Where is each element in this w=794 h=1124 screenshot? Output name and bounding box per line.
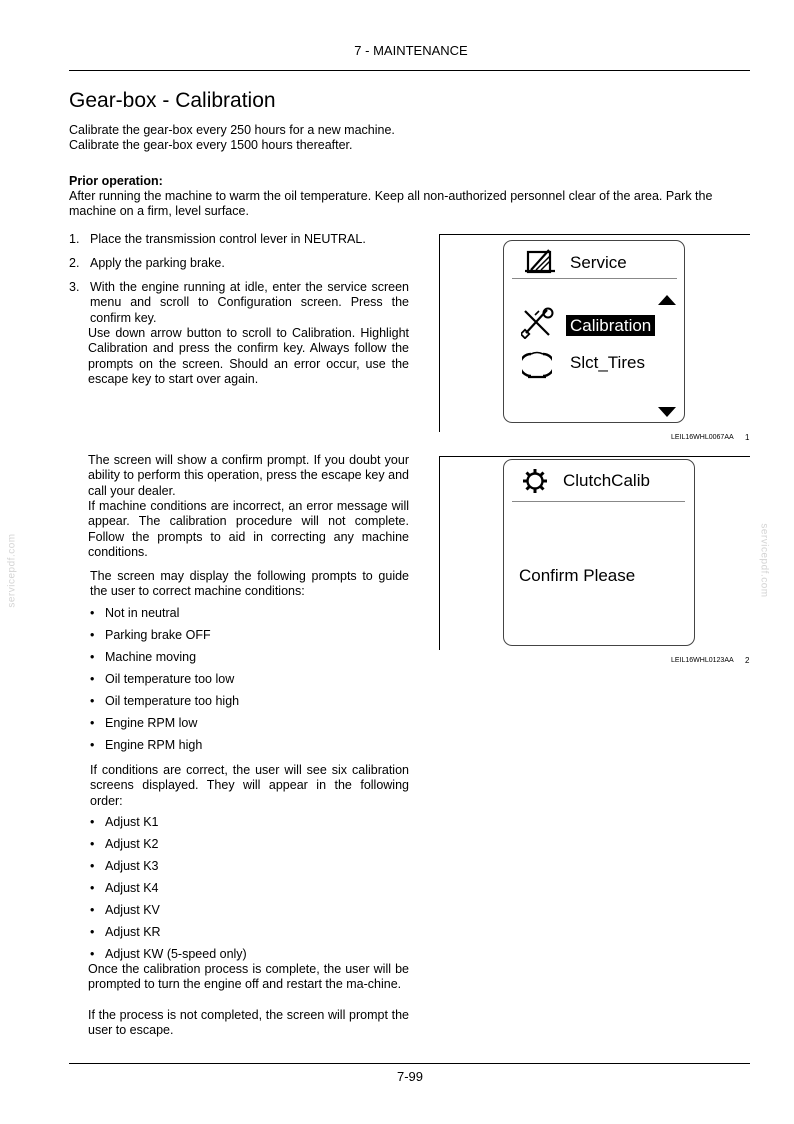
error-message-paragraph: If machine conditions are incorrect, an error message will appear. The calibration procedure will not complete. Follow the prompts to aid in correcting any machine conditions. xyxy=(88,499,409,560)
header-rule xyxy=(69,70,750,71)
scroll-up-arrow-icon xyxy=(658,292,676,310)
prior-operation-heading: Prior operation: xyxy=(69,174,163,188)
step-number-1: 1. xyxy=(69,232,80,246)
footer-rule xyxy=(69,1063,750,1064)
step-3-details: Use down arrow button to scroll to Calibration. Highlight Calibration and press the confirm key. Always follow the prompts on the screen. Should an error occur, use the escape key to start over again. xyxy=(88,326,409,387)
figure-2-top-border xyxy=(439,456,750,457)
page-title: Gear-box - Calibration xyxy=(69,89,276,112)
prompts-intro: The screen may display the following prompts to guide the user to correct machine conditions: xyxy=(90,569,409,599)
service-menu-title: Service xyxy=(570,253,627,272)
confirm-please-message: Confirm Please xyxy=(519,566,636,585)
intro-line-1: Calibrate the gear-box every 250 hours for a new machine. xyxy=(69,123,395,137)
figure-1-left-border xyxy=(439,234,440,432)
service-wrench-icon xyxy=(522,246,558,281)
gear-icon xyxy=(522,468,548,499)
figure-1-number: 1 xyxy=(745,433,750,442)
step-text-3: With the engine running at idle, enter the service screen menu and scroll to Configuration screen. Press the confirm key. xyxy=(90,280,409,325)
figure-2-number: 2 xyxy=(745,656,750,665)
clutch-calibration-screen xyxy=(503,459,695,646)
step-text-2: Apply the parking brake. xyxy=(90,256,225,270)
figure-1-top-border xyxy=(439,234,750,235)
menu-item-slct-tires: Slct_Tires xyxy=(570,353,645,372)
figure-1-caption: LEIL16WHL0067AA xyxy=(671,434,734,441)
page-number: 7-99 xyxy=(396,1069,424,1084)
complete-paragraph: Once the calibration process is complete, the user will be prompted to turn the engine off and restart the ma-chine. xyxy=(88,962,409,992)
clutch-calib-divider xyxy=(512,501,685,502)
escape-paragraph: If the process is not completed, the screen will prompt the user to escape. xyxy=(88,1008,409,1038)
watermark-right: servicepdf.com xyxy=(758,523,770,598)
prior-operation-line-2: machine on a firm, level surface. xyxy=(69,204,249,218)
watermark-left: servicepdf.com xyxy=(6,533,18,608)
figure-2-caption: LEIL16WHL0123AA xyxy=(671,657,734,664)
confirm-prompt-paragraph: The screen will show a confirm prompt. If you doubt your ability to perform this operation, press the escape key and call your dealer. xyxy=(88,453,409,498)
step-number-3: 3. xyxy=(69,280,80,294)
figure-2-left-border xyxy=(439,456,440,650)
screens-intro: If conditions are correct, the user will see six calibration screens displayed. They will appear in the following order: xyxy=(90,763,409,808)
calibration-tools-icon xyxy=(521,307,555,344)
service-menu-screen xyxy=(503,240,685,423)
clutch-calib-title: ClutchCalib xyxy=(563,471,650,490)
scroll-down-arrow-icon xyxy=(658,404,676,422)
prior-operation-line-1: After running the machine to warm the oil temperature. Keep all non-authorized personnel clear of the area. Park the xyxy=(69,189,713,203)
step-text-1: Place the transmission control lever in NEUTRAL. xyxy=(90,232,366,246)
step-number-2: 2. xyxy=(69,256,80,270)
intro-line-2: Calibrate the gear-box every 1500 hours thereafter. xyxy=(69,138,353,152)
running-header: 7 - MAINTENANCE xyxy=(354,43,468,58)
service-menu-divider xyxy=(512,278,677,279)
menu-item-calibration-selected: Calibration xyxy=(566,315,655,336)
tire-icon xyxy=(522,350,552,385)
